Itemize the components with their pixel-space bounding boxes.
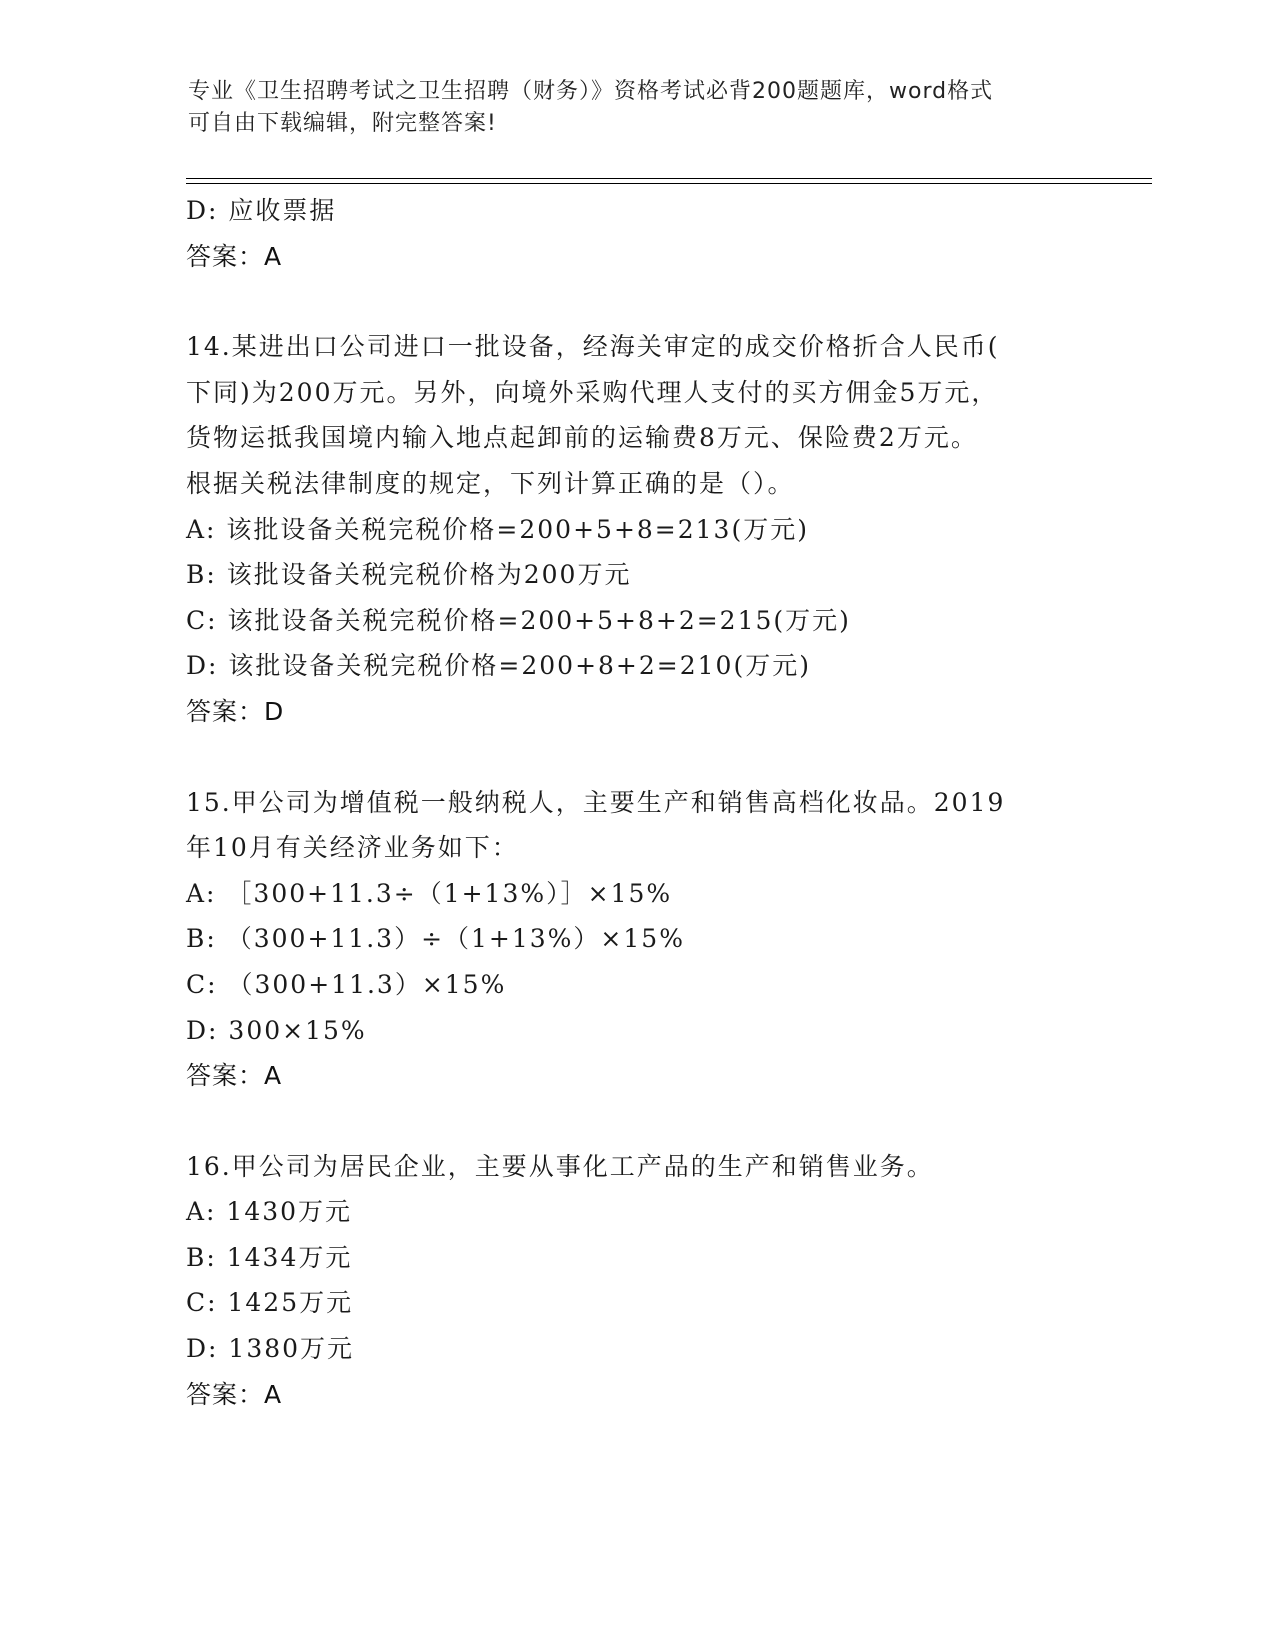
answer: 答案：D	[186, 696, 285, 726]
option-d: D: 300×15%	[186, 1015, 367, 1045]
option-a: A: 该批设备关税完税价格=200+5+8=213(万元)	[186, 514, 809, 544]
option-a: A: ［300+11.3÷（1+13%）］×15%	[186, 878, 673, 908]
option-a: A: 1430万元	[186, 1197, 353, 1227]
question-text-line: 年10月有关经济业务如下：	[186, 833, 519, 863]
spacer	[186, 1099, 1086, 1144]
option-c: C: （300+11.3）×15%	[186, 969, 507, 999]
question-16	[186, 1144, 1086, 1418]
question-text-line: 货物运抵我国境内输入地点起卸前的运输费8万元、保险费2万元。	[186, 423, 978, 453]
question-text-line: 下同)为200万元。另外，向境外采购代理人支付的买方佣金5万元，	[186, 377, 999, 407]
spacer	[186, 279, 1086, 324]
question-15	[186, 780, 1086, 1099]
document-header	[188, 76, 1068, 140]
option-c: C: 1425万元	[186, 1288, 354, 1318]
header-divider-top	[186, 178, 1152, 179]
answer: 答案：A	[186, 241, 283, 271]
question-content	[186, 188, 1086, 1417]
option-d: D: 1380万元	[186, 1334, 355, 1364]
question-text-line: 15.甲公司为增值税一般纳税人，主要生产和销售高档化妆品。2019	[186, 787, 1006, 817]
previous-question-tail	[186, 188, 1086, 279]
header-divider-bottom	[186, 183, 1152, 184]
question-text-line: 14.某进出口公司进口一批设备，经海关审定的成交价格折合人民币(	[186, 332, 1000, 362]
question-text-line: 16.甲公司为居民企业，主要从事化工产品的生产和销售业务。	[186, 1151, 934, 1181]
answer: 答案：A	[186, 1061, 283, 1091]
option-c: C: 该批设备关税完税价格=200+5+8+2=215(万元)	[186, 605, 851, 635]
option-b: B: （300+11.3）÷（1+13%）×15%	[186, 924, 685, 954]
option-d: D: 应收票据	[186, 196, 337, 225]
option-d: D: 该批设备关税完税价格=200+8+2=210(万元)	[186, 651, 811, 681]
option-b: B: 1434万元	[186, 1242, 353, 1272]
answer: 答案：A	[186, 1379, 283, 1409]
header-title-line-1: 专业《卫生招聘考试之卫生招聘（财务）》资格考试必背200题题库，word格式	[188, 79, 994, 104]
header-title-line-2: 可自由下载编辑，附完整答案!	[188, 111, 497, 136]
spacer	[186, 735, 1086, 780]
question-text-line: 根据关税法律制度的规定，下列计算正确的是（）。	[186, 468, 795, 498]
option-b: B: 该批设备关税完税价格为200万元	[186, 560, 632, 590]
question-14	[186, 324, 1086, 734]
